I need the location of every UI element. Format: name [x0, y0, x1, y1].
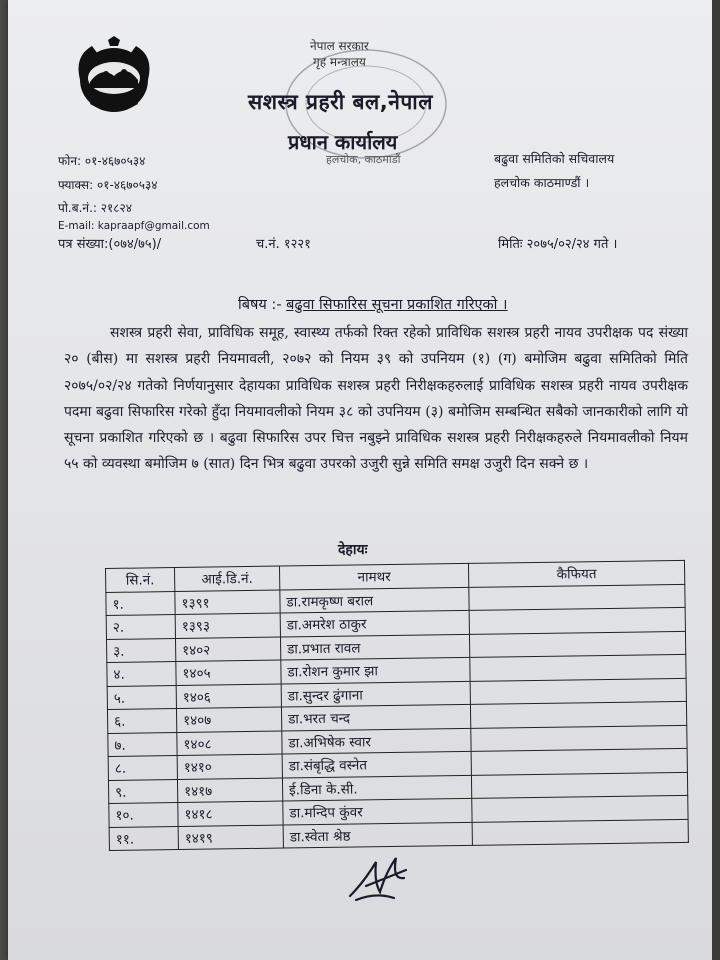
- email-address: E-mail: kapraapf@gmail.com: [58, 220, 210, 232]
- cell-id: १४१९: [178, 825, 283, 850]
- stamp-text: हलचोक, काठमाडौं: [326, 153, 401, 166]
- office-name: प्रधान कार्यालय: [288, 130, 398, 154]
- cell-serial: ३.: [106, 638, 175, 662]
- po-box: पो.ब.नं.: २१८२४: [58, 201, 132, 215]
- cell-name: डा.रोशन कुमार झा: [281, 657, 470, 683]
- cell-serial: ५.: [107, 685, 176, 709]
- cell-id: १४०२: [175, 637, 280, 662]
- subject-line: [238, 294, 508, 314]
- cell-id: १४०८: [177, 731, 282, 756]
- header-name: नामथर: [279, 563, 468, 589]
- cell-name: डा.रामकृष्ण बराल: [280, 587, 469, 613]
- organization-name: सशस्त्र प्रहरी बल,नेपाल: [248, 90, 433, 114]
- cell-serial: ६.: [107, 709, 176, 733]
- header-serial: सि.नं.: [106, 568, 175, 592]
- handwritten-signature: [346, 852, 416, 904]
- cell-id: १३९१: [175, 590, 280, 615]
- cell-serial: ११.: [109, 826, 178, 850]
- cell-remarks: [469, 584, 685, 611]
- annex-label: देहायः: [338, 542, 368, 558]
- cell-id: १४१८: [178, 801, 283, 826]
- cell-serial: ९.: [108, 779, 177, 803]
- cell-remarks: [470, 678, 686, 705]
- cell-name: डा.संबृद्धि वस्नेत: [282, 751, 471, 777]
- cell-remarks: [469, 607, 685, 634]
- header-remarks: कैफियत: [468, 560, 684, 587]
- cell-remarks: [470, 701, 686, 728]
- cell-serial: १.: [106, 591, 175, 615]
- cell-name: डा.अमरेश ठाकुर: [280, 610, 469, 636]
- cell-name: डा.प्रभात रावल: [280, 634, 469, 660]
- header-id: आई.डि.नं.: [175, 566, 280, 591]
- cell-name: डा.मन्दिप कुंवर: [283, 798, 472, 824]
- cell-remarks: [471, 725, 687, 752]
- cell-name: ई.डिना के.सी.: [282, 775, 471, 801]
- secretariat-location: हलचोक काठमाण्डौं ।: [494, 175, 590, 190]
- fax-number: फ्याक्स: ०१-४६७०५३४: [58, 178, 158, 192]
- notice-body: सशस्त्र प्रहरी सेवा, प्राविधिक समूह, स्वास्थ्य तर्फको रिक्त रहेको प्राविधिक सशस्त्र प्रहरी नायव उपरीक्षक पद संख्या २० (बीस) मा सशस्त्र प्रहरी नियमावली, २०७२ को नियम ३९ को उपनियम (१) (ग) बमोजिम बढुवा समितिको मिति २०७५/०२/२४ गतेको निर्णयानुसार देहायका प्राविधिक सशस्त्र प्रहरी निरीक्षकहरुलाई प्राविधिक सशस्त्र प्रहरी नायव उपरीक्षक पदमा बढुवा सिफारिस गरेको हुँदा नियमावलीको नियम ३८ को उपनियम (३) बमोजिम सम्बन्धित सबैको जानकारीको लागि यो सूचना प्रकाशित गरिएको छ । बढुवा सिफारिस उपर चित्त नबुझ्ने प्राविधिक सशस्त्र प्रहरी निरीक्षकहरुले नियमावलीको नियम ५५ को व्यवस्था बमोजिम ७ (सात) दिन भित्र बढुवा उपरको उजुरी सुन्ने समिति समक्ष उजुरी दिन सक्ने छ ।: [64, 325, 688, 473]
- cell-remarks: [472, 795, 688, 822]
- secretariat-name: बढुवा समितिको सचिवालय: [494, 151, 615, 166]
- subject-prefix: बिषय :-: [238, 297, 282, 313]
- cell-remarks: [471, 748, 687, 775]
- cell-name: डा.भरत चन्द: [281, 704, 470, 730]
- cell-remarks: [469, 631, 685, 658]
- cell-id: १४०७: [176, 707, 281, 732]
- cell-serial: १०.: [109, 803, 178, 827]
- subject-text: बढुवा सिफारिस सूचना प्रकाशित गरिएको ।: [286, 297, 508, 313]
- cell-name: डा.स्वेता श्रेष्ठ: [283, 822, 472, 848]
- cell-id: १३९३: [175, 613, 280, 638]
- cell-id: १४१७: [177, 778, 282, 803]
- cell-remarks: [472, 819, 688, 846]
- cell-name: डा.सुन्दर ढुंगाना: [281, 681, 470, 707]
- promotion-table: [105, 560, 689, 851]
- cell-serial: ८.: [108, 756, 177, 780]
- cell-serial: २.: [106, 615, 175, 639]
- cell-id: १४०५: [176, 660, 281, 685]
- dispatch-number: च.नं. १२२१: [256, 237, 311, 252]
- document-page: [8, 0, 712, 960]
- letter-date: मितिः २०७५/०२/२४ गते ।: [498, 237, 618, 252]
- cell-serial: ४.: [107, 662, 176, 686]
- ministry-line-1: नेपाल सरकार: [310, 39, 369, 53]
- cell-id: १४१०: [177, 754, 282, 779]
- cell-name: डा.अभिषेक स्वार: [282, 728, 471, 754]
- cell-remarks: [471, 772, 687, 799]
- cell-remarks: [470, 654, 686, 681]
- nepal-emblem-logo: [64, 36, 164, 120]
- page-edge-shadow: [712, 0, 720, 960]
- cell-id: १४०६: [176, 684, 281, 709]
- ministry-line-2: गृह मन्त्रालय: [312, 55, 366, 69]
- letter-number: पत्र संख्या:(०७४/७५)/: [58, 237, 162, 252]
- cell-serial: ७.: [108, 732, 177, 756]
- phone-number: फोन: ०१-४६७०५३४: [58, 154, 146, 168]
